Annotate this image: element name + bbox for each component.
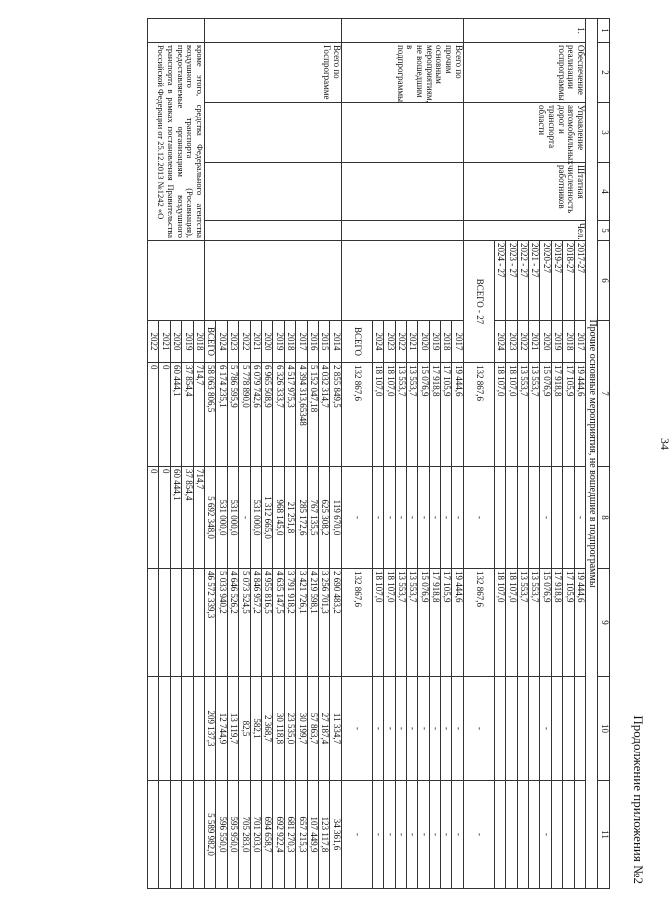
indicator-value: 2019-27 [551, 241, 562, 321]
header-col-4: 4 [598, 163, 610, 221]
section-title: Прочие основные мероприятия, не вошедшие в подпрограммы [586, 19, 598, 889]
total-amount: 5 786 595,9 [227, 363, 238, 467]
total-amount: 5 152 047,18 [307, 363, 318, 467]
regional-amount: 15 076,9 [418, 569, 429, 677]
year-cell: 2018 [284, 321, 295, 363]
federal-amount: - [574, 467, 585, 569]
blank-cell [205, 163, 342, 221]
federal-amount [563, 467, 574, 569]
header-col-10: 10 [598, 677, 610, 781]
total-amount: 17 105,9 [563, 363, 574, 467]
federal-amount: 21 251,8 [284, 467, 295, 569]
extrabudget-amount: 692 922,4 [273, 781, 284, 889]
federal-amount: - [452, 467, 463, 569]
extrabudget-amount: 694 658,7 [262, 781, 273, 889]
regional-amount: 17 918,8 [429, 569, 440, 677]
regional-amount: 3 421 726,1 [296, 569, 307, 677]
year-cell: 2021 [406, 321, 417, 363]
federal-amount: - [429, 467, 440, 569]
year-cell: 2021 [159, 321, 170, 363]
extrabudget-amount: - [341, 781, 372, 889]
regional-amount: 13 553,7 [517, 569, 528, 677]
indicator-value: 2021 - 27 [529, 241, 540, 321]
extrabudget-amount: - [540, 781, 551, 889]
extrabudget-amount [574, 781, 585, 889]
year-cell: 2018 [193, 321, 204, 363]
year-cell: 2022 [148, 321, 159, 363]
total-amount: 132 867,6 [341, 363, 372, 467]
regional-amount: 18 107,0 [494, 569, 505, 677]
year-cell: 2022 [239, 321, 250, 363]
year-cell: 2019 [551, 321, 562, 363]
extrabudget-amount [159, 781, 170, 889]
year-cell: 2017 [296, 321, 307, 363]
indicator-value: 2023 - 27 [506, 241, 517, 321]
extrabudget-amount [148, 781, 159, 889]
year-cell: 2017 [452, 321, 463, 363]
regional-amount: 5 033 940,2 [216, 569, 227, 677]
extrabudget-amount: - [452, 781, 463, 889]
total-label: ВСЕГО - 27 [463, 241, 494, 363]
extrabudget-amount [494, 781, 505, 889]
total-amount: 132 867,6 [463, 363, 494, 467]
federal-amount: 714,7 [193, 467, 204, 569]
total-amount: 4 394 313,65348 [296, 363, 307, 467]
year-cell: 2019 [429, 321, 440, 363]
federal-amount [494, 467, 505, 569]
extrabudget-amount: - [384, 781, 395, 889]
year-cell: 2019 [182, 321, 193, 363]
total-amount: 5 778 890,0 [239, 363, 250, 467]
activity-name: Обеспечение реализации госпрограммы [463, 43, 585, 103]
executor-name: Управление автомобильных дорог и транспорта области [463, 103, 585, 163]
table-row [193, 19, 204, 889]
regional-amount: 13 553,7 [395, 569, 406, 677]
year-cell: 2016 [307, 321, 318, 363]
header-col-7: 7 [598, 321, 610, 467]
federal-amount: 1 312 665,0 [262, 467, 273, 569]
year-cell: 2023 [227, 321, 238, 363]
regional-amount [159, 569, 170, 677]
regional-amount: 132 867,6 [463, 569, 494, 677]
regional-amount: 18 107,0 [372, 569, 383, 677]
continuation-title: Продолжение приложения №2 [631, 715, 646, 884]
local-amount: 23 535,0 [284, 677, 295, 781]
federal-amount: - [441, 467, 452, 569]
year-cell: 2019 [273, 321, 284, 363]
total-amount: 19 444,6 [452, 363, 463, 467]
regional-amount: 46 572 339,3 [205, 569, 216, 677]
blank-cell [341, 19, 463, 43]
local-amount [193, 677, 204, 781]
local-amount [529, 677, 540, 781]
federal-amount: - [341, 467, 372, 569]
federal-amount: - [372, 467, 383, 569]
blank-cell [205, 19, 342, 43]
blank-cell [341, 221, 463, 241]
federal-amount: - [463, 467, 494, 569]
year-cell: 2023 [384, 321, 395, 363]
federal-amount: - [384, 467, 395, 569]
total-amount: 6 965 508,9 [262, 363, 273, 467]
year-cell: 2021 [250, 321, 261, 363]
federal-amount: 0 [159, 467, 170, 569]
local-amount: 209 137,3 [205, 677, 216, 781]
total-label: ВСЕГО [341, 321, 372, 363]
total-amount: 18 107,0 [494, 363, 505, 467]
year-cell: 2021 [529, 321, 540, 363]
extrabudget-amount: 701 203,0 [250, 781, 261, 889]
header-col-6: 6 [598, 241, 610, 321]
total-amount: 60 444,1 [170, 363, 181, 467]
regional-amount: 2 690 483,2 [330, 569, 341, 677]
page-number: 34 [658, 438, 672, 450]
local-amount: - [406, 677, 417, 781]
total-amount: 37 854,4 [182, 363, 193, 467]
blank-cell [341, 163, 463, 221]
local-amount: - [441, 677, 452, 781]
blank-cell [341, 103, 463, 163]
local-amount: - [429, 677, 440, 781]
local-amount: - [463, 677, 494, 781]
federal-amount [506, 467, 517, 569]
header-col-1: 1 [598, 19, 610, 43]
year-cell: 2024 [372, 321, 383, 363]
total-amount: 15 076,9 [418, 363, 429, 467]
regional-amount: 5 073 524,5 [239, 569, 250, 677]
regional-amount [148, 569, 159, 677]
total-amount: 18 107,0 [384, 363, 395, 467]
blank-cell [205, 103, 342, 163]
regional-amount: 17 105,9 [441, 569, 452, 677]
blank-cell [148, 19, 205, 43]
total-amount: 18 107,0 [506, 363, 517, 467]
extrabudget-amount: 595 950,0 [227, 781, 238, 889]
local-amount [494, 677, 505, 781]
year-cell: 2020 [540, 321, 551, 363]
regional-amount: 13 553,7 [529, 569, 540, 677]
federal-amount: 119 670,0 [330, 467, 341, 569]
total-amount: 13 553,7 [529, 363, 540, 467]
indicator-name: Штатная численность работников [463, 163, 585, 221]
header-col-3: 3 [598, 103, 610, 163]
total-amount: 13 553,7 [395, 363, 406, 467]
year-cell: 2015 [318, 321, 329, 363]
total-amount: 15 076,9 [540, 363, 551, 467]
extrabudget-amount [529, 781, 540, 889]
regional-amount: 3 791 918,2 [284, 569, 295, 677]
total-amount: 4 517 975,3 [284, 363, 295, 467]
regional-amount: 4 219 598,1 [307, 569, 318, 677]
header-col-8: 8 [598, 467, 610, 569]
local-amount [551, 677, 562, 781]
year-cell: 2024 [494, 321, 505, 363]
rotated-table-sheet [32, 18, 672, 888]
extrabudget-amount: - [463, 781, 494, 889]
total-amount: 58 063 806,5 [205, 363, 216, 467]
year-cell: 2017 [574, 321, 585, 363]
local-amount: - [540, 677, 551, 781]
regional-amount: 4 635 147,5 [273, 569, 284, 677]
regional-amount: 4 646 526,2 [227, 569, 238, 677]
indicator-value: 2022 - 27 [517, 241, 528, 321]
local-amount [170, 677, 181, 781]
regional-amount: 19 444,6 [574, 569, 585, 677]
local-amount [517, 677, 528, 781]
regional-amount [170, 569, 181, 677]
total-amount: 0 [148, 363, 159, 467]
federal-amount [529, 467, 540, 569]
local-amount [574, 677, 585, 781]
indicator-value: 2017-27 [574, 241, 585, 321]
local-amount: 582,1 [250, 677, 261, 781]
unit-cell: Чел. [463, 221, 585, 241]
local-amount [506, 677, 517, 781]
local-amount: 30 118,8 [273, 677, 284, 781]
local-amount: 27 187,4 [318, 677, 329, 781]
year-cell: 2018 [441, 321, 452, 363]
federal-amount: 60 444,1 [170, 467, 181, 569]
header-col-11: 11 [598, 781, 610, 889]
federal-amount: - [540, 467, 551, 569]
group-name: Всего по Госпрограмме [205, 43, 342, 103]
header-col-9: 9 [598, 569, 610, 677]
regional-amount: 3 256 701,3 [318, 569, 329, 677]
extrabudget-amount: 657 215,3 [296, 781, 307, 889]
local-amount [148, 677, 159, 781]
table-body [148, 19, 610, 889]
regional-amount: 13 553,7 [406, 569, 417, 677]
extrabudget-amount: 5 589 982,0 [205, 781, 216, 889]
total-label: ВСЕГО [205, 321, 216, 363]
year-cell: 2014 [330, 321, 341, 363]
regional-amount [182, 569, 193, 677]
extrabudget-amount: 681 270,3 [284, 781, 295, 889]
local-amount [182, 677, 193, 781]
regional-amount: 15 076,9 [540, 569, 551, 677]
total-amount: 13 553,7 [517, 363, 528, 467]
table-row [330, 19, 341, 889]
row-number: 1. [463, 19, 585, 43]
total-amount: 19 444,6 [574, 363, 585, 467]
regional-amount: 4 846 957,2 [250, 569, 261, 677]
extrabudget-amount: 705 283,0 [239, 781, 250, 889]
total-amount: 17 918,8 [429, 363, 440, 467]
local-amount: 2 368,7 [262, 677, 273, 781]
local-amount [159, 677, 170, 781]
total-amount: 2 855 849,5 [330, 363, 341, 467]
extrabudget-amount [506, 781, 517, 889]
regional-amount: 18 107,0 [506, 569, 517, 677]
extrabudget-amount [563, 781, 574, 889]
local-amount: - [452, 677, 463, 781]
header-row [598, 19, 610, 889]
year-cell: 2018 [563, 321, 574, 363]
federal-amount: 285 172,6 [296, 467, 307, 569]
local-amount: 30 199,7 [296, 677, 307, 781]
federal-amount: 968 145,0 [273, 467, 284, 569]
extrabudget-amount: - [429, 781, 440, 889]
local-amount: - [372, 677, 383, 781]
year-cell: 2022 [517, 321, 528, 363]
table-row [574, 19, 585, 889]
extrabudget-amount: 107 449,9 [307, 781, 318, 889]
indicator-value: 2024 - 27 [494, 241, 505, 321]
local-amount: 11 334,7 [330, 677, 341, 781]
total-amount: 4 032 314,7 [318, 363, 329, 467]
regional-amount: 17 105,9 [563, 569, 574, 677]
federal-amount: - [418, 467, 429, 569]
header-col-2: 2 [598, 43, 610, 103]
federal-amount: 0 [148, 467, 159, 569]
federal-amount: 5 692 348,0 [205, 467, 216, 569]
extrabudget-amount: 34 361,6 [330, 781, 341, 889]
local-amount: 12 744,9 [216, 677, 227, 781]
extrabudget-amount [551, 781, 562, 889]
local-amount: - [395, 677, 406, 781]
regional-amount: 132 867,6 [341, 569, 372, 677]
group-name: Всего по прочим основным мероприятиям, не вошедшим в подпрограммы [341, 43, 463, 103]
total-amount: 13 553,7 [406, 363, 417, 467]
total-amount: 714,7 [193, 363, 204, 467]
federal-amount [551, 467, 562, 569]
year-cell: 2023 [506, 321, 517, 363]
year-cell: 2020 [170, 321, 181, 363]
local-amount: 82,5 [239, 677, 250, 781]
federal-amount: 531 000,0 [216, 467, 227, 569]
year-cell: 2024 [216, 321, 227, 363]
extrabudget-amount: - [441, 781, 452, 889]
federal-amount: - [406, 467, 417, 569]
regional-amount: 18 107,0 [384, 569, 395, 677]
total-amount: 6 326 333,7 [273, 363, 284, 467]
local-amount: - [341, 677, 372, 781]
local-amount: 13 119,7 [227, 677, 238, 781]
extrabudget-amount: 596 550,0 [216, 781, 227, 889]
federal-amount: - [395, 467, 406, 569]
total-amount: 17 918,8 [551, 363, 562, 467]
aviation-footnote: кроме этого, средства Федерального агентства воздушного транспорта (Росавиация), предоставляемые организациям воздушного транспорта в рамках постановления Правительства Российской Федерации от 25.12.2013 №1242 «О [148, 43, 205, 241]
total-amount: 6 079 742,6 [250, 363, 261, 467]
blank-cell [148, 241, 205, 321]
extrabudget-amount: - [418, 781, 429, 889]
federal-amount: 625 308,2 [318, 467, 329, 569]
federal-amount [517, 467, 528, 569]
budget-table [147, 18, 610, 889]
blank-cell [205, 221, 342, 241]
extrabudget-amount: - [372, 781, 383, 889]
local-amount [563, 677, 574, 781]
extrabudget-amount [182, 781, 193, 889]
year-cell: 2022 [395, 321, 406, 363]
total-amount: 17 105,9 [441, 363, 452, 467]
local-amount: - [418, 677, 429, 781]
total-amount: 6 174 235,1 [216, 363, 227, 467]
blank-cell [205, 241, 342, 321]
indicator-value: 2018-27 [563, 241, 574, 321]
year-cell: 2020 [262, 321, 273, 363]
federal-amount: 37 854,4 [182, 467, 193, 569]
extrabudget-amount: - [406, 781, 417, 889]
extrabudget-amount [193, 781, 204, 889]
table-row [452, 19, 463, 889]
extrabudget-amount: 123 117,8 [318, 781, 329, 889]
local-amount: 57 863,7 [307, 677, 318, 781]
extrabudget-amount [170, 781, 181, 889]
header-col-5: 5 [598, 221, 610, 241]
regional-amount: 4 955 816,5 [262, 569, 273, 677]
regional-amount: 19 444,6 [452, 569, 463, 677]
federal-amount: 531 000,0 [227, 467, 238, 569]
regional-amount [193, 569, 204, 677]
federal-amount: 767 135,5 [307, 467, 318, 569]
extrabudget-amount: - [395, 781, 406, 889]
total-amount: 18 107,0 [372, 363, 383, 467]
regional-amount: 17 918,8 [551, 569, 562, 677]
blank-cell [341, 241, 463, 321]
year-cell: 2020 [418, 321, 429, 363]
local-amount: - [384, 677, 395, 781]
section-title-row [586, 19, 598, 889]
federal-amount: 531 000,0 [250, 467, 261, 569]
extrabudget-amount [517, 781, 528, 889]
indicator-value: 2020-27 [540, 241, 551, 321]
total-amount: 0 [159, 363, 170, 467]
federal-amount: - [239, 467, 250, 569]
